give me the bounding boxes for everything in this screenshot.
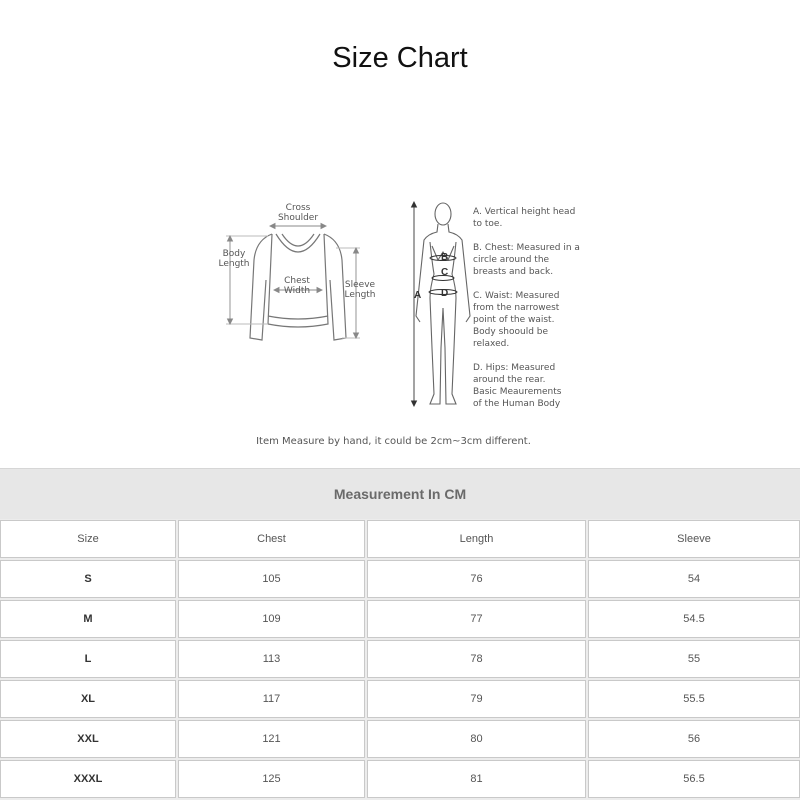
figure-letter-d: D [441, 288, 449, 299]
figure-letter-a: A [414, 290, 422, 301]
note-d: D. Hips: Measured around the rear. Basic Meaurements of the Human Body [473, 363, 562, 409]
chest-cell: 121 [178, 720, 365, 758]
chest-cell: 125 [178, 760, 365, 798]
table-row [0, 760, 800, 798]
note-c: C. Waist: Measured from the narrowest point of the waist. Body shoould be relaxed. [473, 291, 560, 349]
size-table [0, 468, 800, 800]
sleeve-cell: 54 [588, 560, 800, 598]
figure-letter-b: B [441, 252, 449, 263]
note-a: A. Vertical height head to toe. [473, 207, 576, 229]
sleeve-cell: 55 [588, 640, 800, 678]
chest-cell: 105 [178, 560, 365, 598]
sleeve-cell: 56 [588, 720, 800, 758]
length-cell: 76 [367, 560, 586, 598]
chest-cell: 117 [178, 680, 365, 718]
body-length-label: Body Length [218, 249, 250, 269]
sleeve-length-label: Sleeve Length [344, 280, 376, 300]
length-cell: 79 [367, 680, 586, 718]
table-row [0, 640, 800, 678]
table-row [0, 680, 800, 718]
table-row [0, 560, 800, 598]
table-row [0, 600, 800, 638]
table-heading: Measurement In CM [0, 468, 800, 519]
note-b: B. Chest: Measured in a circle around the breasts and back. [473, 243, 580, 277]
column-header-length: Length [367, 520, 586, 558]
length-cell: 77 [367, 600, 586, 638]
table-header-row [0, 520, 800, 558]
length-cell: 81 [367, 760, 586, 798]
size-cell: M [0, 600, 176, 638]
size-cell: XXL [0, 720, 176, 758]
size-cell: S [0, 560, 176, 598]
column-header-sleeve: Sleeve [588, 520, 800, 558]
chest-cell: 113 [178, 640, 365, 678]
table-row [0, 720, 800, 758]
sleeve-cell: 56.5 [588, 760, 800, 798]
chest-cell: 109 [178, 600, 365, 638]
figure-letter-c: C [441, 267, 449, 278]
column-header-size: Size [0, 520, 176, 558]
length-cell: 80 [367, 720, 586, 758]
size-cell: XXXL [0, 760, 176, 798]
page-title: Size Chart [332, 42, 468, 74]
sleeve-cell: 54.5 [588, 600, 800, 638]
cross-shoulder-label: Cross Shoulder [277, 203, 319, 223]
column-header-chest: Chest [178, 520, 365, 558]
size-cell: L [0, 640, 176, 678]
chest-width-label: Chest Width [283, 276, 311, 296]
size-cell: XL [0, 680, 176, 718]
measure-caption: Item Measure by hand, it could be 2cm~3cm different. [256, 436, 531, 447]
sleeve-cell: 55.5 [588, 680, 800, 718]
human-body-icon [408, 198, 478, 412]
measurement-notes [473, 206, 593, 422]
length-cell: 78 [367, 640, 586, 678]
